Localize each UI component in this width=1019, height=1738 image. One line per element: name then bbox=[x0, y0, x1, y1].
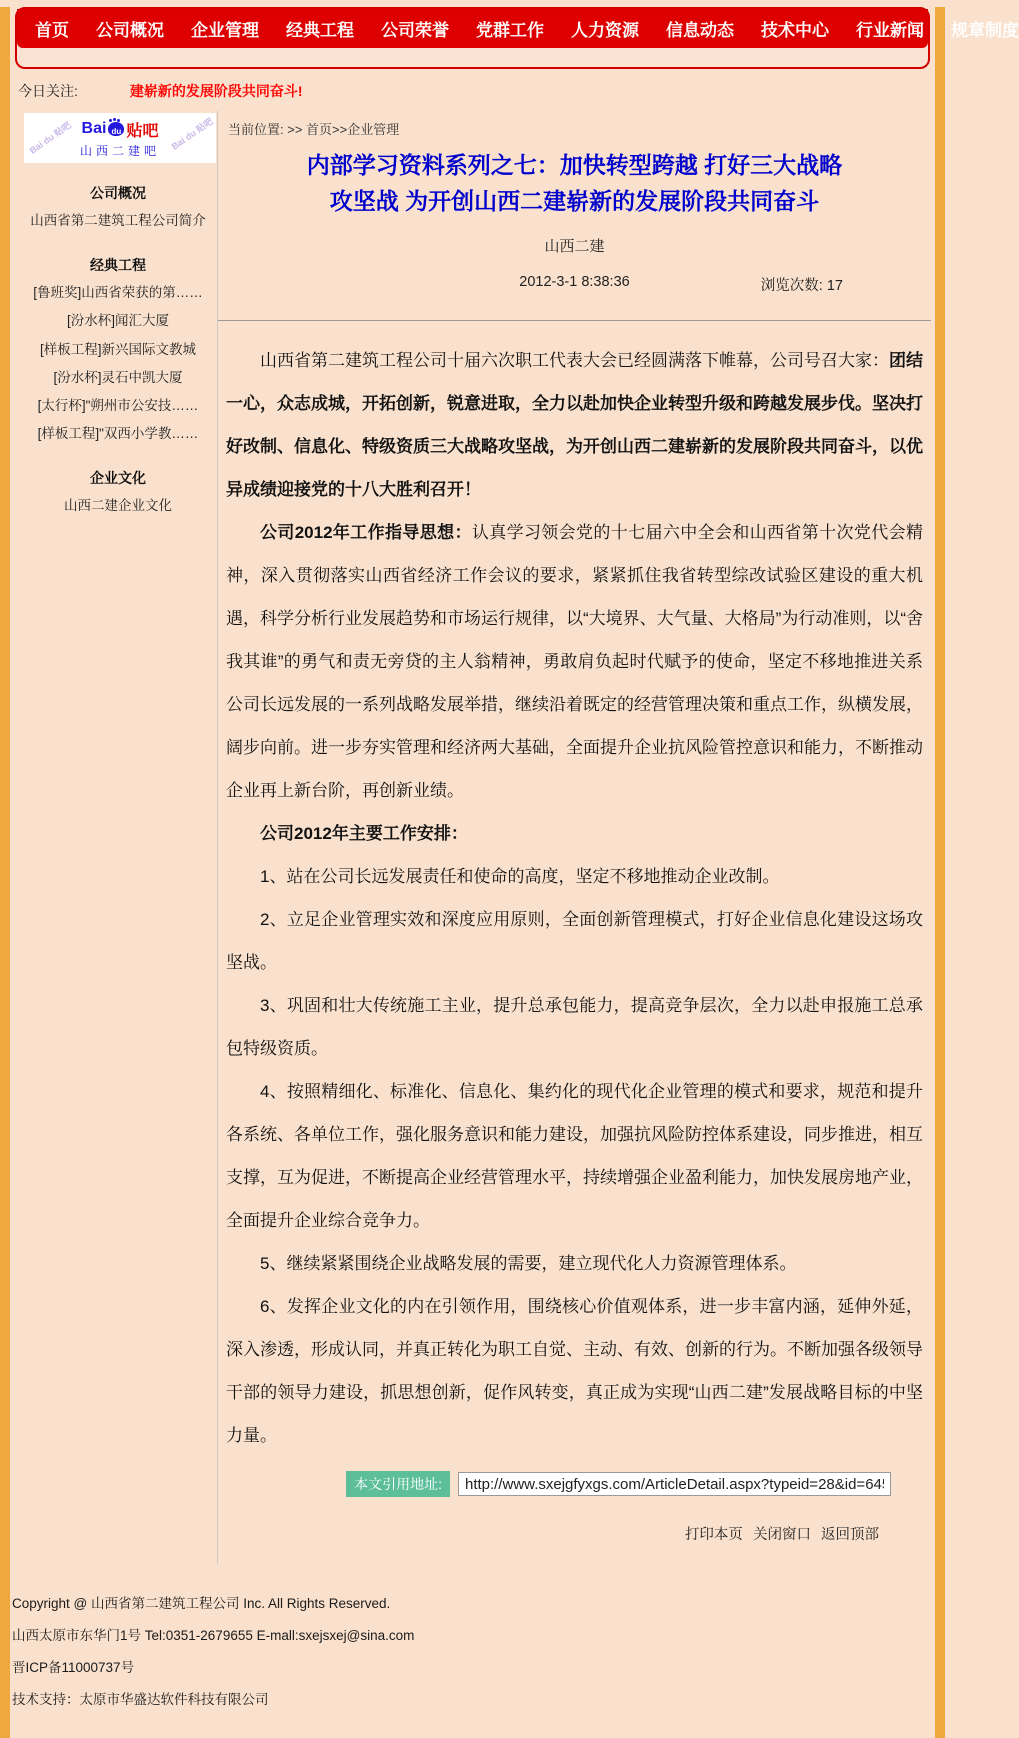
work-plan-item: 5、继续紧紧围绕企业战略发展的需要，建立现代化人力资源管理体系。 bbox=[260, 1254, 797, 1274]
nav-item-human-resources[interactable]: 人力资源 bbox=[571, 21, 639, 40]
footer-tech-support: 技术支持：太原市华盛达软件科技有限公司 bbox=[12, 1692, 269, 1708]
views-label: 浏览次数: bbox=[760, 278, 823, 295]
paragraph-text-bold: 团结一心，众志成城，开拓创新，锐意进取，全力以赴加快企业转型升级和跨越发展步伐。坚决打好改制、信息化、特级资质三大战略攻坚战，为开创山西二建崭新的发展阶段共同奋斗，以优异成绩迎接党的十八大胜利召开！ bbox=[226, 351, 923, 500]
baidu-bai-text: Bai bbox=[81, 120, 107, 137]
footer-icp: 晋ICP备11000737号 bbox=[12, 1660, 135, 1676]
article-meta-row bbox=[218, 274, 931, 294]
today-focus-label: 今日关注: bbox=[18, 83, 78, 99]
nav-item-home[interactable]: 首页 bbox=[35, 21, 69, 40]
sidebar-link-shuozhou-public-security[interactable]: [太行杯]"朔州市公安技…… bbox=[37, 397, 199, 413]
paragraph-work-plan-heading bbox=[226, 812, 923, 855]
sidebar-section-classic-projects bbox=[19, 249, 217, 448]
baidu-watermark-icon: Bai du 贴吧 bbox=[27, 120, 73, 156]
page bbox=[0, 7, 1019, 1738]
sidebar-section-corporate-culture bbox=[19, 462, 217, 520]
paragraph-intro bbox=[226, 339, 923, 511]
views-count: 17 bbox=[826, 278, 843, 295]
baidu-watermark-icon: Bai du 贴吧 bbox=[169, 116, 215, 152]
work-plan-item: 4、按照精细化、标准化、信息化、集约化的现代化企业管理的模式和要求，规范和提升各系统、各单位工作，强化服务意识和能力建设，加强抗风险防控体系建设，同步推进，相互支撑，互为促进，不断提高企业经营管理水平，持续增强企业盈利能力，加快发展房地产业，全面提升企业综合竞争力。 bbox=[226, 1082, 923, 1231]
sidebar-link-xinxing-intl[interactable]: [样板工程]新兴国际文教城 bbox=[39, 341, 196, 357]
today-focus-marquee: 建崭新的发展阶段共同奋斗! bbox=[129, 83, 303, 99]
work-plan-item: 2、立足企业管理实效和深度应用原则，全面创新管理模式，打好企业信息化建设这场攻坚战。 bbox=[226, 910, 923, 973]
baidu-tieba-text: 贴吧 bbox=[126, 122, 159, 140]
article-date: 2012-3-1 8:38:36 bbox=[519, 274, 630, 291]
breadcrumb: 当前位置: >> 首页>>企业管理 bbox=[228, 122, 400, 137]
sidebar bbox=[19, 111, 217, 1564]
citation-url-input[interactable] bbox=[458, 1472, 891, 1496]
sidebar-link-corporate-culture[interactable]: 山西二建企业文化 bbox=[64, 498, 172, 514]
nav-item-regulations[interactable]: 规章制度 bbox=[951, 21, 1019, 40]
paragraph-text: 认真学习领会党的十七届六中全会和山西省第十次党代会精神，深入贯彻落实山西省经济工作会议的要求，紧紧抓住我省转型综改试验区建设的重大机遇，科学分析行业发展趋势和市场运行规律，以“大境界、大气量、大格局”为行动准则，以“舍我其谁”的勇气和责无旁贷的主人翁精神，勇敢肩负起时代赋予的使命，坚定不移地推进关系公司长远发展的一系列战略发展举措，继续沿着既定的经营管理决策和重点工作，纵横发展，阔步向前。进一步夯实管理和经济两大基础，全面提升企业抗风险管控意识和能力，不断推动企业再上新台阶，再创新业绩。 bbox=[226, 523, 923, 801]
nav-item-party-work[interactable]: 党群工作 bbox=[476, 21, 544, 40]
footer-copyright: Copyright @ 山西省第二建筑工程公司 Inc. All Rights Reserved. bbox=[12, 1596, 391, 1612]
baidu-tieba-banner[interactable] bbox=[24, 113, 216, 163]
work-plan-item: 3、巩固和壮大传统施工主业，提升总承包能力，提高竞争层次，全力以赴申报施工总承包特级资质。 bbox=[226, 996, 923, 1059]
footer-contact: 山西太原市东华门1号 Tel:0351-2679655 E-mall:sxejsxej@sina.com bbox=[12, 1628, 415, 1644]
footer bbox=[10, 1564, 935, 1738]
paragraph-guiding-ideology bbox=[226, 511, 923, 812]
sidebar-link-lingshi-zhongkai[interactable]: [汾水杯]灵石中凯大厦 bbox=[53, 369, 183, 385]
back-to-top-link[interactable]: 返回顶部 bbox=[821, 1527, 879, 1544]
nav-item-tech-center[interactable]: 技术中心 bbox=[761, 21, 829, 40]
citation-label: 本文引用地址: bbox=[346, 1471, 450, 1497]
article-actions bbox=[218, 1497, 931, 1564]
sidebar-section-company-profile bbox=[19, 177, 217, 235]
close-window-link[interactable]: 关闭窗口 bbox=[752, 1527, 811, 1544]
article-views bbox=[761, 274, 843, 295]
today-focus-row bbox=[10, 69, 935, 111]
baidu-paw-icon: du bbox=[108, 122, 124, 136]
sidebar-link-luban-award[interactable]: [鲁班奖]山西省荣获的第…… bbox=[33, 285, 203, 301]
nav-item-industry-news[interactable]: 行业新闻 bbox=[856, 21, 924, 40]
article-title bbox=[218, 148, 931, 219]
nav-item-company-honors[interactable]: 公司荣誉 bbox=[381, 21, 449, 40]
citation-row bbox=[218, 1471, 891, 1497]
paragraph-text-bold: 公司2012年工作指导思想： bbox=[260, 523, 472, 543]
sidebar-link-company-intro[interactable]: 山西省第二建筑工程公司简介 bbox=[30, 213, 206, 228]
sidebar-link-wenhui-building[interactable]: [汾水杯]闻汇大厦 bbox=[66, 313, 169, 329]
nav-bar bbox=[17, 9, 1019, 48]
sidebar-link-shuangxi-school[interactable]: [样板工程]"双西小学教…… bbox=[37, 426, 199, 442]
nav-item-company-profile[interactable]: 公司概况 bbox=[96, 21, 164, 40]
paragraph-text-bold: 公司2012年主要工作安排： bbox=[260, 824, 468, 844]
sidebar-section-title: 企业文化 bbox=[90, 470, 146, 487]
nav-item-enterprise-management[interactable]: 企业管理 bbox=[191, 21, 259, 40]
article-panel bbox=[217, 111, 931, 1564]
article-author: 山西二建 bbox=[544, 238, 605, 256]
paragraph-text: 山西省第二建筑工程公司十届六次职工代表大会已经圆满落下帷幕，公司号召大家： bbox=[260, 351, 889, 371]
main-layout bbox=[19, 111, 931, 1564]
sidebar-section-title: 公司概况 bbox=[90, 185, 146, 201]
work-plan-item: 6、发挥企业文化的内在引领作用，围绕核心价值观体系，进一步丰富内涵，延伸外延，深入渗透，形成认同，并真正转化为职工自觉、主动、有效、创新的行为。不断加强各级领导干部的领导力建设，抓思想创新，促作风转变，真正成为实现“山西二建”发展战略目标的中坚力量。 bbox=[226, 1297, 923, 1446]
print-page-link[interactable]: 打印本页 bbox=[684, 1527, 743, 1544]
article-title-line2: 攻坚战 为开创山西二建崭新的发展阶段共同奋斗 bbox=[329, 187, 820, 214]
article-body bbox=[218, 321, 931, 1457]
baidu-logo bbox=[82, 118, 159, 141]
article-title-line1: 内部学习资料系列之七：加快转型跨越 打好三大战略 bbox=[306, 152, 843, 178]
top-navigation bbox=[15, 7, 1019, 69]
nav-item-classic-projects[interactable]: 经典工程 bbox=[286, 21, 354, 40]
work-plan-item: 1、站在公司长远发展责任和使命的高度，坚定不移地推动企业改制。 bbox=[260, 867, 780, 887]
sidebar-section-title: 经典工程 bbox=[90, 257, 146, 274]
nav-sub-bar bbox=[17, 48, 928, 67]
nav-item-information[interactable]: 信息动态 bbox=[666, 21, 734, 40]
baidu-banner-subtitle: 山西二建吧 bbox=[79, 143, 160, 158]
